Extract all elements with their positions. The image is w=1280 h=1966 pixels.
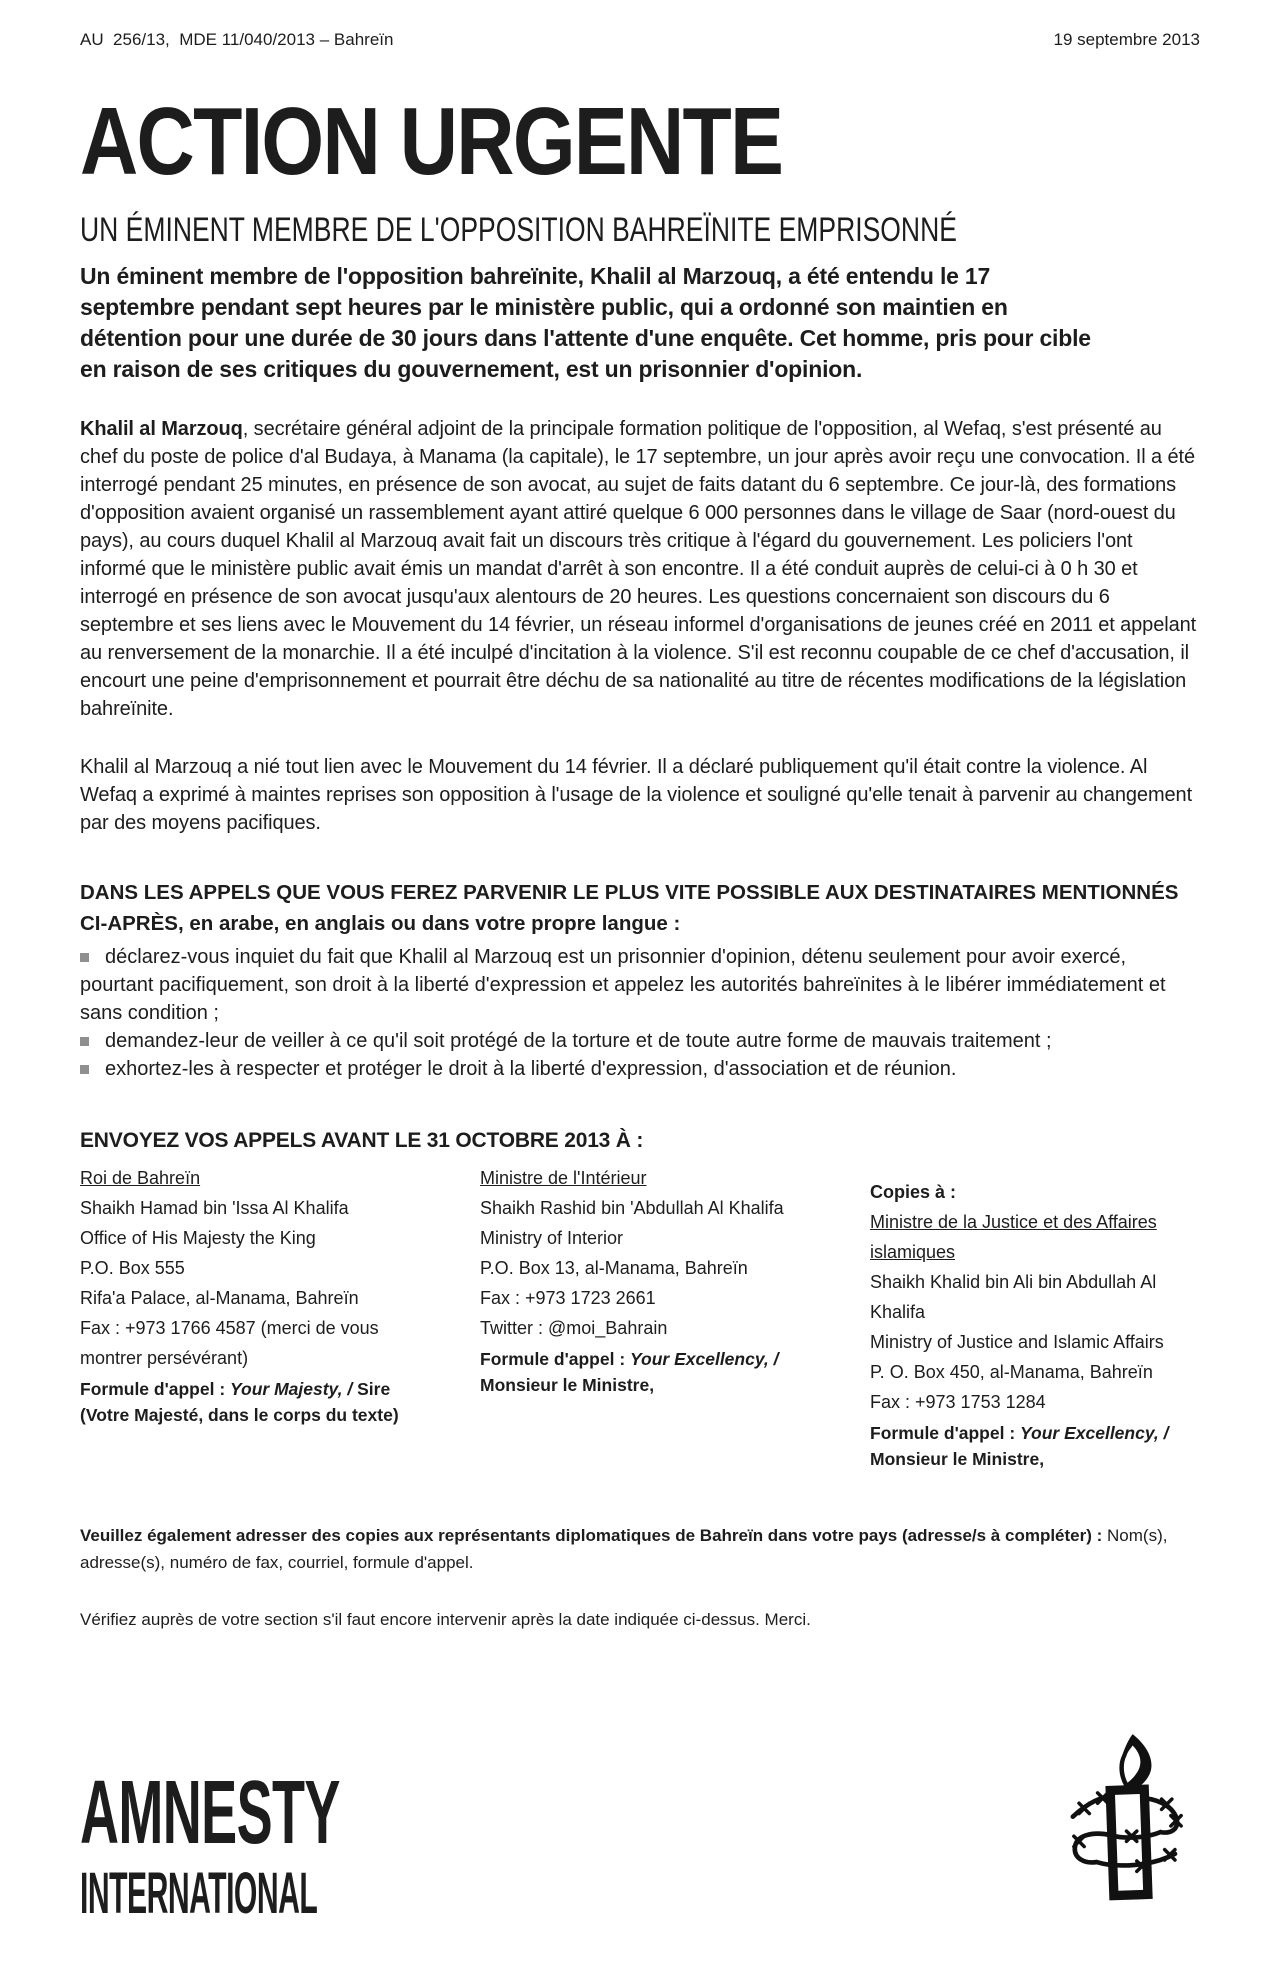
recipient-interior-minister	[480, 1163, 810, 1398]
formula-translation: Monsieur le Ministre,	[480, 1374, 655, 1395]
formula-label: Formule d'appel :	[870, 1422, 1021, 1443]
address-line: P.O. Box 555	[80, 1257, 185, 1278]
diplomatic-copies-note-bold: Veuillez également adresser des copies aux représentants diplomatiques de Bahreïn dans votre pays (adresse/s à compléter) :	[80, 1525, 1108, 1545]
amnesty-wordmark-line1: AMNESTY	[80, 1762, 340, 1863]
amnesty-wordmark-line2: INTERNATIONAL	[80, 1860, 318, 1926]
amnesty-candle-barbed-wire-icon	[1066, 1730, 1188, 1926]
diplomatic-copies-note-rest: Nom(s), adresse(s), numéro de fax, courriel, formule d'appel.	[80, 1525, 1168, 1572]
recipient-title: Roi de Bahreïn	[80, 1167, 201, 1188]
recipient-copies-justice-minister	[870, 1163, 1200, 1472]
page-title: ACTION URGENTE	[80, 88, 783, 195]
formula-label: Formule d'appel :	[80, 1378, 231, 1399]
diplomatic-copies-note	[80, 1522, 1200, 1576]
salutation-formula	[480, 1346, 810, 1398]
formula-label: Formule d'appel :	[480, 1348, 631, 1369]
address-line: P. O. Box 450, al-Manama, Bahreïn	[870, 1361, 1153, 1382]
formula-salutation: Your Majesty, /	[230, 1378, 353, 1399]
address-line: Ministry of Interior	[480, 1227, 624, 1248]
lead-summary-paragraph: Un éminent membre de l'opposition bahreïnite, Khalil al Marzouq, a été entendu le 17 septembre pendant sept heures par le ministère public, qui a ordonné son maintien en détention pour une durée de 30 jours dans l'attente d'une enquête. Cet homme, pris pour cible en raison de ses critiques du gouvernement, est un prisonnier d'opinion.	[80, 262, 1091, 382]
appeals-bullet-list	[80, 943, 1200, 1083]
address-line: Fax : +973 1723 2661	[480, 1287, 656, 1308]
formula-translation: Monsieur le Ministre,	[870, 1448, 1045, 1469]
list-item	[80, 1055, 1200, 1083]
document-header	[80, 30, 1200, 50]
formula-salutation: Your Excellency, /	[1020, 1422, 1169, 1443]
document-subtitle: UN ÉMINENT MEMBRE DE L'OPPOSITION BAHREÏNITE EMPRISONNÉ	[80, 211, 957, 250]
recipient-title: Ministre de l'Intérieur	[480, 1167, 647, 1188]
square-bullet-icon	[80, 1037, 89, 1046]
address-line: P.O. Box 13, al-Manama, Bahreïn	[480, 1257, 748, 1278]
bullet-text: exhortez-les à respecter et protéger le droit à la liberté d'expression, d'association et de réunion.	[105, 1057, 957, 1080]
amnesty-logo-block	[80, 1730, 1200, 1926]
address-line: Shaikh Khalid bin Ali bin Abdullah Al Khalifa	[870, 1271, 1157, 1322]
amnesty-wordmark	[80, 1730, 536, 1926]
section-check-note: Vérifiez auprès de votre section s'il faut encore intervenir après la date indiquée ci-dessus. Merci.	[80, 1609, 811, 1629]
address-line: Fax : +973 1753 1284	[870, 1391, 1046, 1412]
bullet-text: demandez-leur de veiller à ce qu'il soit protégé de la torture et de toute autre forme de mauvais traitement ;	[105, 1029, 1052, 1052]
address-line: Shaikh Hamad bin 'Issa Al Khalifa	[80, 1197, 349, 1218]
address-line: Shaikh Rashid bin 'Abdullah Al Khalifa	[480, 1197, 784, 1218]
document-reference: AU 256/13, MDE 11/040/2013 – Bahreïn	[80, 30, 394, 49]
recipient-king-of-bahrain	[80, 1163, 425, 1428]
body-paragraph-1	[80, 415, 1200, 723]
recipient-address-columns	[80, 1163, 1200, 1472]
square-bullet-icon	[80, 1065, 89, 1074]
address-line: Ministry of Justice and Islamic Affairs	[870, 1331, 1164, 1352]
list-item	[80, 943, 1200, 1027]
formula-translation: Sire (Votre Majesté, dans le corps du texte)	[80, 1378, 399, 1425]
address-line: Office of His Majesty the King	[80, 1227, 316, 1248]
document-date: 19 septembre 2013	[1053, 30, 1200, 49]
appeals-instructions-heading: DANS LES APPELS QUE VOUS FEREZ PARVENIR LE PLUS VITE POSSIBLE AUX DESTINATAIRES MENTIONNÉS CI-APRÈS, en arabe, en anglais ou dans votre propre langue :	[80, 880, 1179, 935]
salutation-formula	[870, 1420, 1200, 1472]
subject-name: Khalil al Marzouq	[80, 417, 243, 440]
send-appeals-heading: ENVOYEZ VOS APPELS AVANT LE 31 OCTOBRE 2013 À :	[80, 1128, 644, 1152]
bullet-text: déclarez-vous inquiet du fait que Khalil al Marzouq est un prisonnier d'opinion, détenu seulement pour avoir exercé, pourtant pacifiquement, son droit à la liberté d'expression et appelez les autorités bahreïnites à le libérer immédiatement et sans condition ;	[80, 945, 1166, 1024]
body-paragraph-1-text: , secrétaire général adjoint de la principale formation politique de l'opposition, al Wefaq, s'est présenté au chef du poste de police d'al Budaya, à Manama (la capitale), le 17 septembre, un jour après avoir reçu une convocation. Il a été interrogé pendant 25 minutes, en présence de son avocat, au sujet de faits datant du 6 septembre. Ce jour-là, des formations d'opposition avaient organisé un rassemblement ayant attiré quelque 6 000 personnes dans le village de Saar (nord-ouest du pays), au cours duquel Khalil al Marzouq avait fait un discours très critique à l'égard du gouvernement. Les policiers l'ont informé que le ministère public avait émis un mandat d'arrêt à son encontre. Il a été conduit auprès de celui-ci à 0 h 30 et interrogé en présence de son avocat jusqu'aux alentours de 20 heures. Les questions concernaient son discours du 6 septembre et ses liens avec le Mouvement du 14 février, un réseau informel d'organisations de jeunes créé en 2011 et appelant au renversement de la monarchie. Il a été inculpé d'incitation à la violence. S'il est reconnu coupable de ce chef d'accusation, il encourt une peine d'emprisonnement et pourrait être déchu de sa nationalité au titre de récentes modifications de la législation bahreïnite.	[80, 417, 1197, 720]
list-item	[80, 1027, 1200, 1055]
recipient-title: Ministre de la Justice et des Affaires islamiques	[870, 1211, 1157, 1262]
body-paragraph-2: Khalil al Marzouq a nié tout lien avec le Mouvement du 14 février. Il a déclaré publiquement qu'il était contre la violence. Al Wefaq a exprimé à maintes reprises son opposition à l'usage de la violence et souligné qu'elle tenait à parvenir au changement par des moyens pacifiques.	[80, 755, 1193, 834]
address-line: Fax : +973 1766 4587 (merci de vous montrer persévérant)	[80, 1317, 379, 1368]
copies-to-label: Copies à :	[870, 1181, 957, 1202]
formula-salutation: Your Excellency, /	[630, 1348, 779, 1369]
salutation-formula	[80, 1376, 425, 1428]
square-bullet-icon	[80, 953, 89, 962]
address-line: Rifa'a Palace, al-Manama, Bahreïn	[80, 1287, 359, 1308]
address-line: Twitter : @moi_Bahrain	[480, 1317, 668, 1338]
